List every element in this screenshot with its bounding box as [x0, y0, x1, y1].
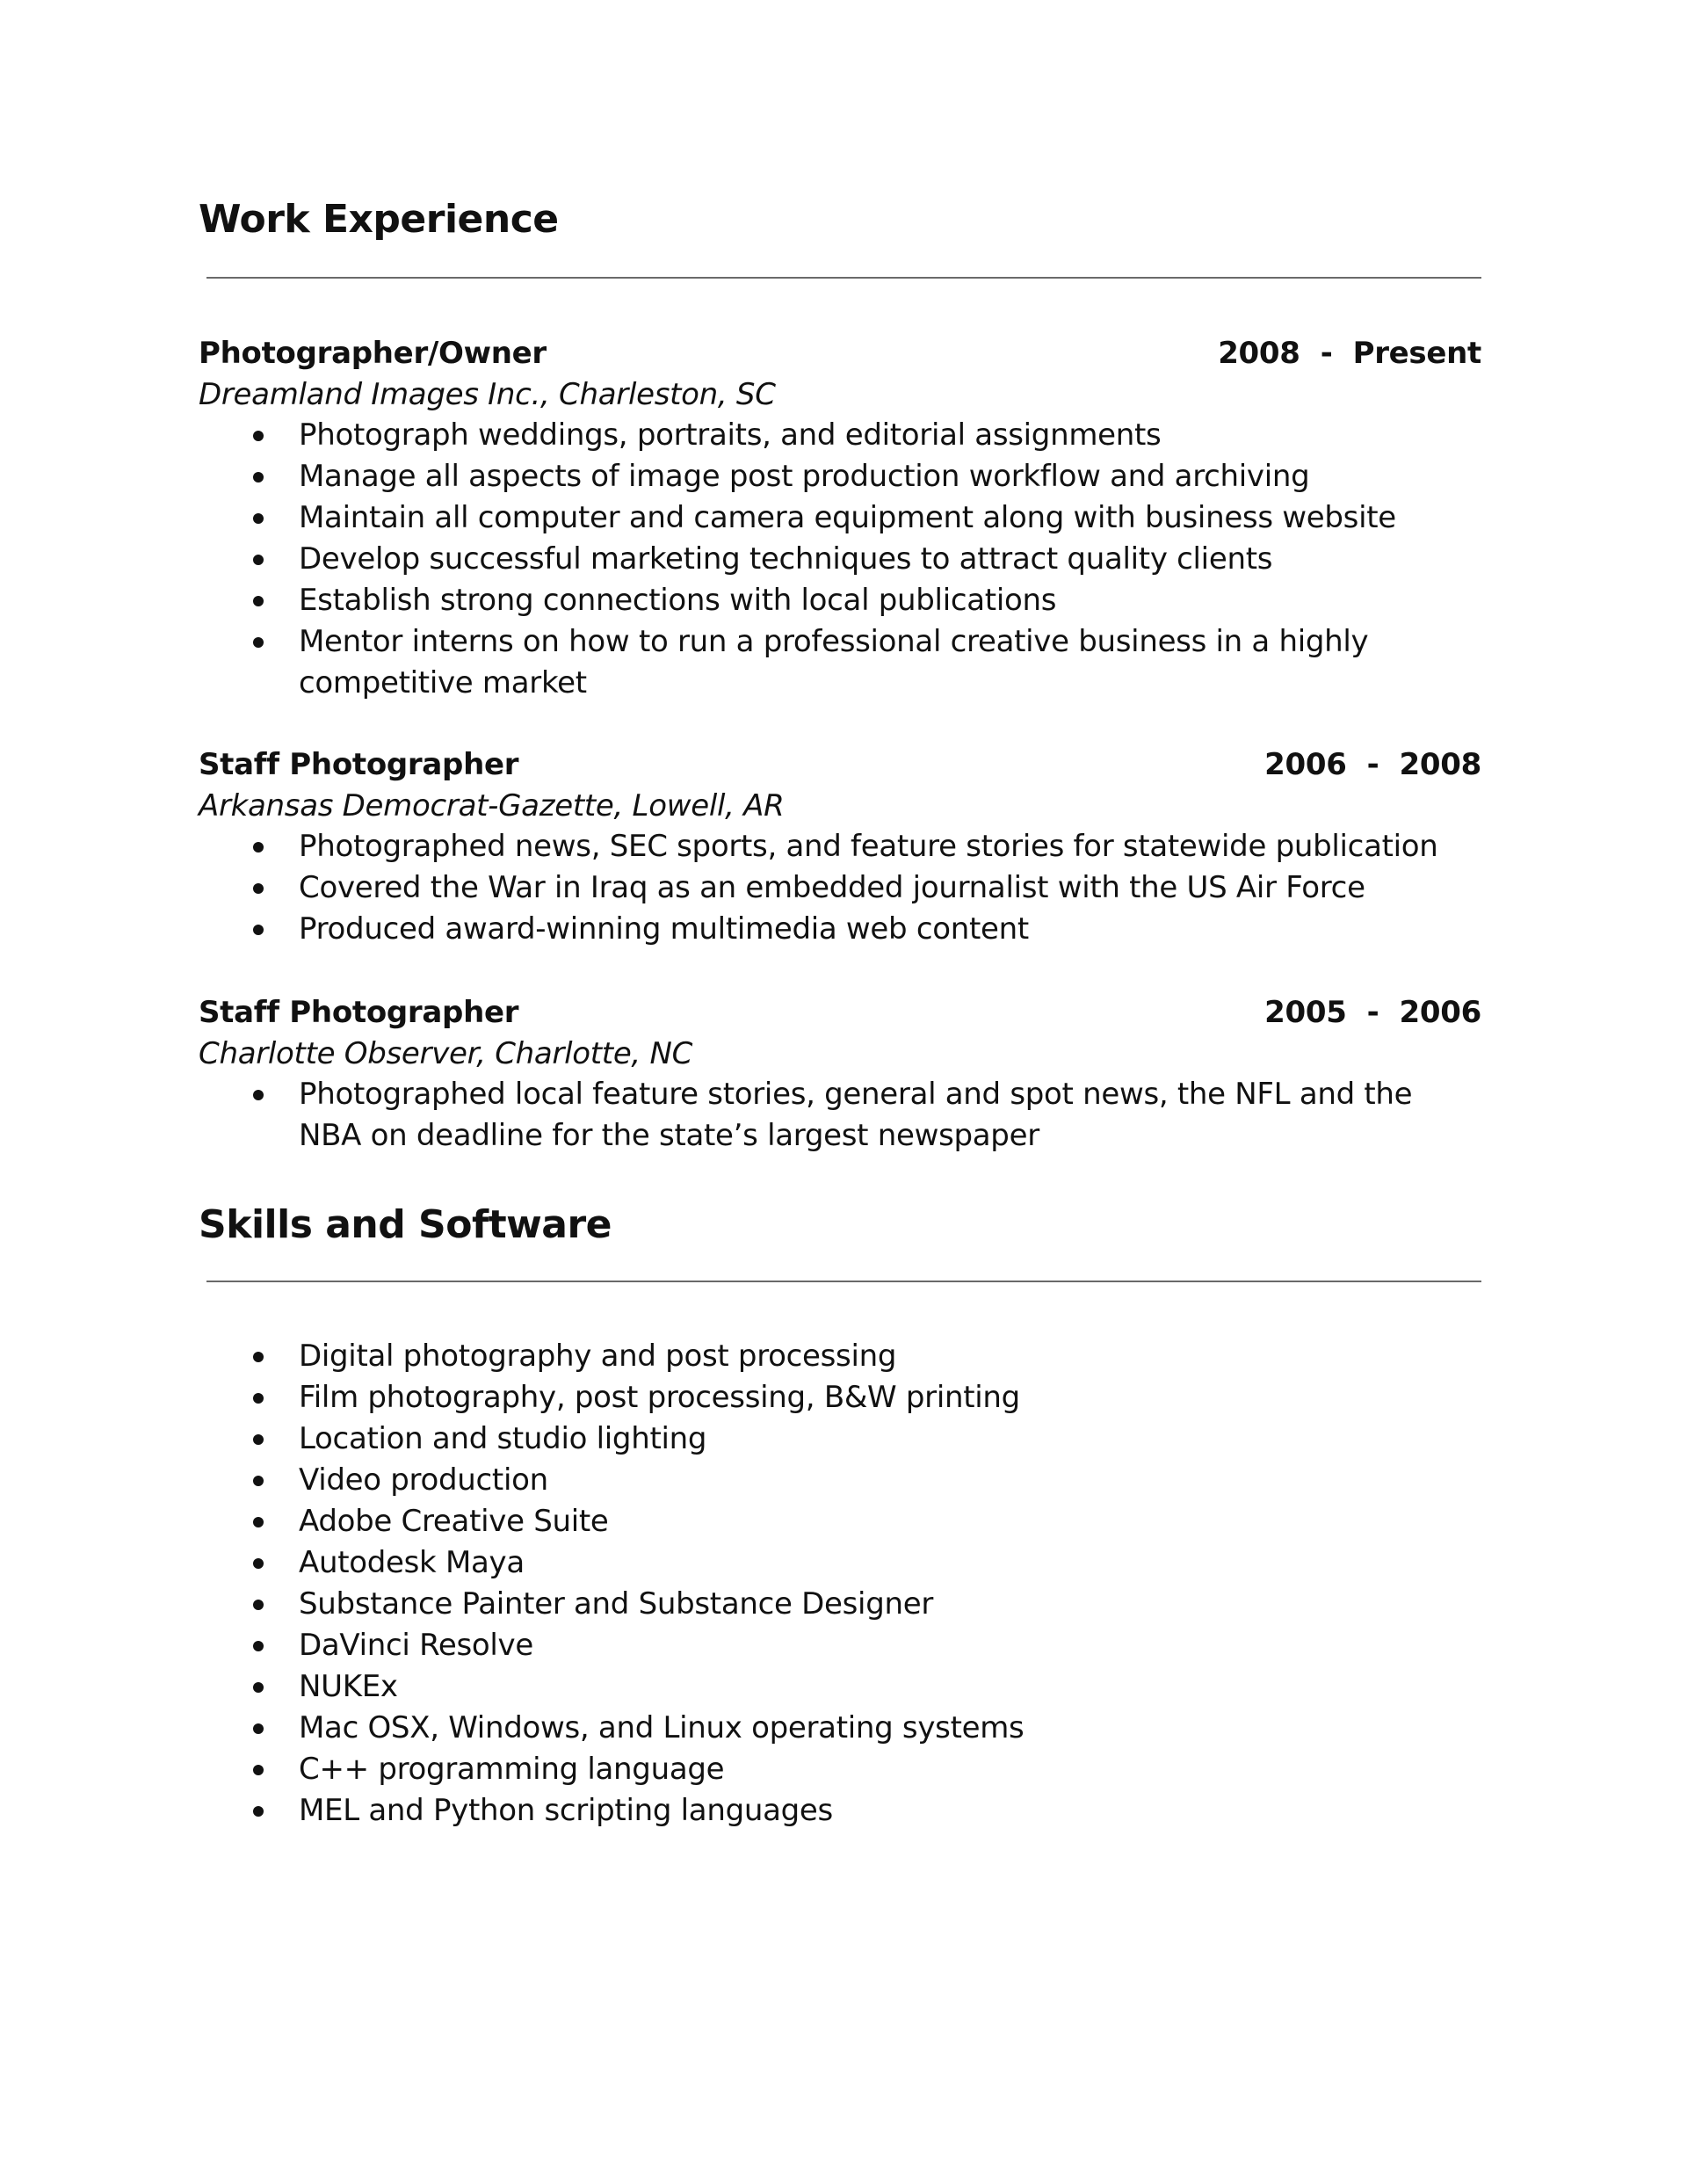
duty-text: Covered the War in Iraq as an embedded journalist with the US Air Force — [299, 870, 1365, 905]
skill-text: Digital photography and post processing — [299, 1339, 897, 1374]
bullet-icon — [253, 555, 264, 565]
bullet-icon — [253, 596, 264, 606]
duty-text: Produced award-winning multimedia web content — [299, 911, 1029, 947]
bullet-icon — [253, 842, 264, 853]
duty-text: Photographed news, SEC sports, and feature stories for statewide publication — [299, 829, 1438, 864]
bullet-icon — [253, 1558, 264, 1569]
job-years: 2008 - Present — [1218, 336, 1481, 371]
list-item — [199, 909, 1481, 950]
bullet-icon — [253, 431, 264, 441]
skill-text: NUKEx — [299, 1669, 398, 1704]
skills-divider — [206, 1281, 1481, 1282]
duty-text: Photograph weddings, portraits, and editorial assignments — [299, 417, 1162, 453]
list-item — [199, 1584, 1481, 1625]
bullet-icon — [253, 883, 264, 894]
list-item — [199, 1625, 1481, 1666]
skill-text: Location and studio lighting — [299, 1421, 707, 1456]
list-item — [199, 826, 1481, 867]
list-item — [199, 497, 1481, 539]
bullet-icon — [253, 513, 264, 524]
job-header — [199, 334, 1481, 373]
duty-text: Photographed local feature stories, general and spot news, the NFL and the NBA on deadline for the state’s largest newspaper — [299, 1077, 1413, 1153]
skill-text: Film photography, post processing, B&W printing — [299, 1380, 1020, 1415]
list-item — [199, 1419, 1481, 1460]
list-item — [199, 580, 1481, 621]
skill-text: DaVinci Resolve — [299, 1628, 533, 1663]
list-item — [199, 1790, 1481, 1832]
duty-text: Mentor interns on how to run a professional creative business in a highly competitive market — [299, 624, 1369, 700]
list-item — [199, 1708, 1481, 1749]
job-header — [199, 745, 1481, 784]
bullet-icon — [253, 1682, 264, 1693]
list-item — [199, 621, 1481, 704]
bullet-icon — [253, 1517, 264, 1527]
bullet-icon — [253, 925, 264, 935]
bullet-icon — [253, 1765, 264, 1775]
job-duties-list — [199, 1074, 1481, 1157]
skill-text: Mac OSX, Windows, and Linux operating systems — [299, 1710, 1025, 1745]
bullet-icon — [253, 1641, 264, 1651]
duty-text: Maintain all computer and camera equipment along with business website — [299, 500, 1396, 535]
bullet-icon — [253, 1352, 264, 1362]
list-item — [199, 867, 1481, 909]
job-title: Photographer/Owner — [199, 336, 547, 371]
skill-text: Video production — [299, 1462, 548, 1498]
bullet-icon — [253, 472, 264, 483]
duty-text: Establish strong connections with local publications — [299, 583, 1057, 618]
job-duties-list — [199, 826, 1481, 950]
job-years: 2006 - 2008 — [1264, 747, 1481, 782]
bullet-icon — [253, 637, 264, 648]
work-experience-heading: Work Experience — [199, 197, 559, 242]
list-item — [199, 1460, 1481, 1501]
bullet-icon — [253, 1393, 264, 1404]
job-organization: Arkansas Democrat-Gazette, Lowell, AR — [199, 788, 785, 824]
skill-text: Adobe Creative Suite — [299, 1504, 609, 1539]
list-item — [199, 1336, 1481, 1377]
bullet-icon — [253, 1600, 264, 1610]
list-item — [199, 539, 1481, 580]
job-title: Staff Photographer — [199, 995, 519, 1030]
job-duties-list — [199, 415, 1481, 704]
skill-text: Substance Painter and Substance Designer — [299, 1586, 934, 1622]
duty-text: Develop successful marketing techniques to attract quality clients — [299, 541, 1273, 577]
skills-list — [199, 1336, 1481, 1832]
job-organization: Dreamland Images Inc., Charleston, SC — [199, 377, 776, 412]
work-experience-divider — [206, 277, 1481, 279]
skill-text: Autodesk Maya — [299, 1545, 525, 1580]
skill-text: MEL and Python scripting languages — [299, 1793, 833, 1828]
bullet-icon — [253, 1090, 264, 1100]
job-organization: Charlotte Observer, Charlotte, NC — [199, 1036, 693, 1071]
list-item — [199, 456, 1481, 497]
bullet-icon — [253, 1806, 264, 1817]
job-header — [199, 993, 1481, 1032]
job-title: Staff Photographer — [199, 747, 519, 782]
list-item — [199, 1749, 1481, 1790]
list-item — [199, 1074, 1481, 1157]
bullet-icon — [253, 1723, 264, 1734]
list-item — [199, 1377, 1481, 1419]
job-years: 2005 - 2006 — [1264, 995, 1481, 1030]
bullet-icon — [253, 1476, 264, 1486]
list-item — [199, 1666, 1481, 1708]
skill-text: C++ programming language — [299, 1752, 725, 1787]
list-item — [199, 1542, 1481, 1584]
list-item — [199, 415, 1481, 456]
skills-heading: Skills and Software — [199, 1202, 612, 1247]
list-item — [199, 1501, 1481, 1542]
duty-text: Manage all aspects of image post production workflow and archiving — [299, 459, 1310, 494]
bullet-icon — [253, 1434, 264, 1445]
